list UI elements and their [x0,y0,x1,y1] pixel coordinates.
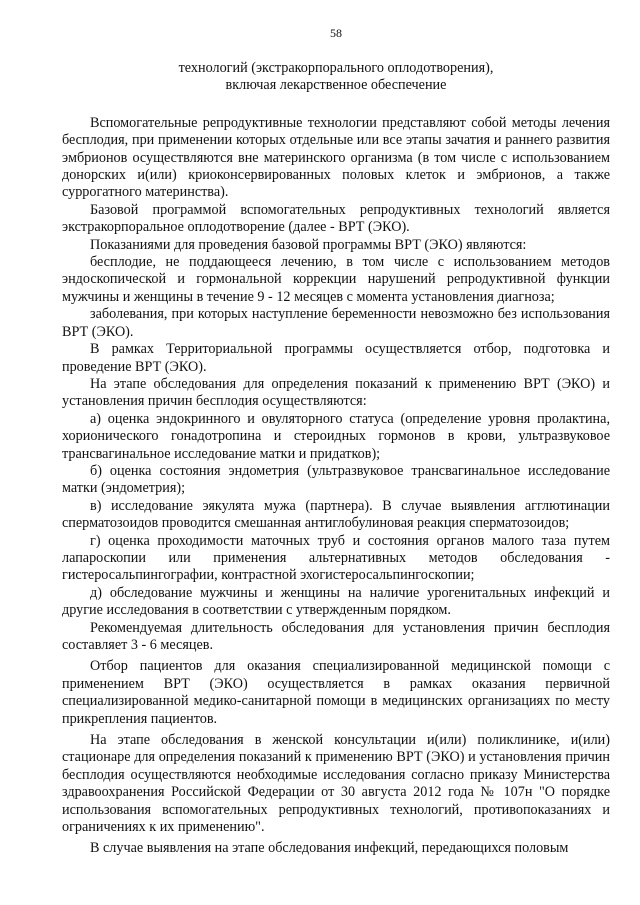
section-heading [62,60,610,95]
body-text [62,115,610,858]
paragraph: Отбор пациентов для оказания специализированной медицинской помощи с применением ВРТ (ЭКО) осуществляется в рамках оказания первичной специализированной медико-санитарной помощи в медицинских организациях по месту прикрепления пациентов. [62,658,610,727]
paragraph: На этапе обследования для определения показаний к применению ВРТ (ЭКО) и установления причин бесплодия осуществляются: [62,375,610,410]
section-heading-line-2: включая лекарственное обеспечение [225,77,447,94]
section-heading-line-1: технологий (экстракорпорального оплодотворения), [178,60,494,76]
paragraph: заболевания, при которых наступление беременности невозможно без использования ВРТ (ЭКО). [62,306,610,340]
paragraph: б) оценка состояния эндометрия (ультразвуковое трансвагинальное исследование матки (эндометрия); [62,462,610,497]
page-number: 58 [330,26,342,40]
paragraph: г) оценка проходимости маточных труб и состояния органов малого таза путем лапароскопии или применения альтернативных методов обследования - гистеросальпингографии, контрастной эхогистеросальпингоскопии; [62,532,610,584]
paragraph: а) оценка эндокринного и овуляторного статуса (определение уровня пролактина, хорионического гонадотропина и стероидных гормонов в крови, ультразвуковое трансвагинальное исследование матки и придатков); [62,410,610,462]
paragraph: Вспомогательные репродуктивные технологии представляют собой методы лечения бесплодия, при применении которых отдельные или все этапы зачатия и раннего развития эмбрионов осуществляются вне материнского организма (в том числе с использованием донорских и(или) криоконсервированных половых клеток и эмбрионов, а также суррогатного материнства). [62,114,610,201]
paragraph: Показаниями для проведения базовой программы ВРТ (ЭКО) являются: [90,236,527,253]
paragraph: в) исследование эякулята мужа (партнера). В случае выявления агглютинации сперматозоидов проводится смешанная антиглобулиновая реакция сперматозоидов; [62,497,610,532]
paragraph: На этапе обследования в женской консультации и(или) поликлинике, и(или) стационаре для определения показаний к применению ВРТ (ЭКО) и установления причин бесплодия осуществляются необходимые исследования согласно приказу Министерства здравоохранения Российской Федерации от 30 августа 2012 года № 107н "О порядке использования вспомогательных репродуктивных технологий, противопоказаниях и ограничениях к их применению". [62,732,610,836]
paragraph: В рамках Территориальной программы осуществляется отбор, подготовка и проведение ВРТ (ЭКО). [62,341,610,375]
paragraph: Рекомендуемая длительность обследования для установления причин бесплодия составляет 3 - 6 месяцев. [62,619,610,653]
paragraph: Базовой программой вспомогательных репродуктивных технологий является экстракорпоральное оплодотворение (далее - ВРТ (ЭКО). [62,201,610,236]
paragraph: В случае выявления на этапе обследования инфекций, передающихся половым [90,840,569,857]
paragraph: бесплодие, не поддающееся лечению, в том числе с использованием методов эндоскопической и гормональной коррекции нарушений репродуктивной функции мужчины и женщины в течение 9 - 12 месяцев с момента установления диагноза; [62,254,610,305]
paragraph: д) обследование мужчины и женщины на наличие урогенитальных инфекций и другие исследования в соответствии с утвержденным порядком. [62,584,610,619]
